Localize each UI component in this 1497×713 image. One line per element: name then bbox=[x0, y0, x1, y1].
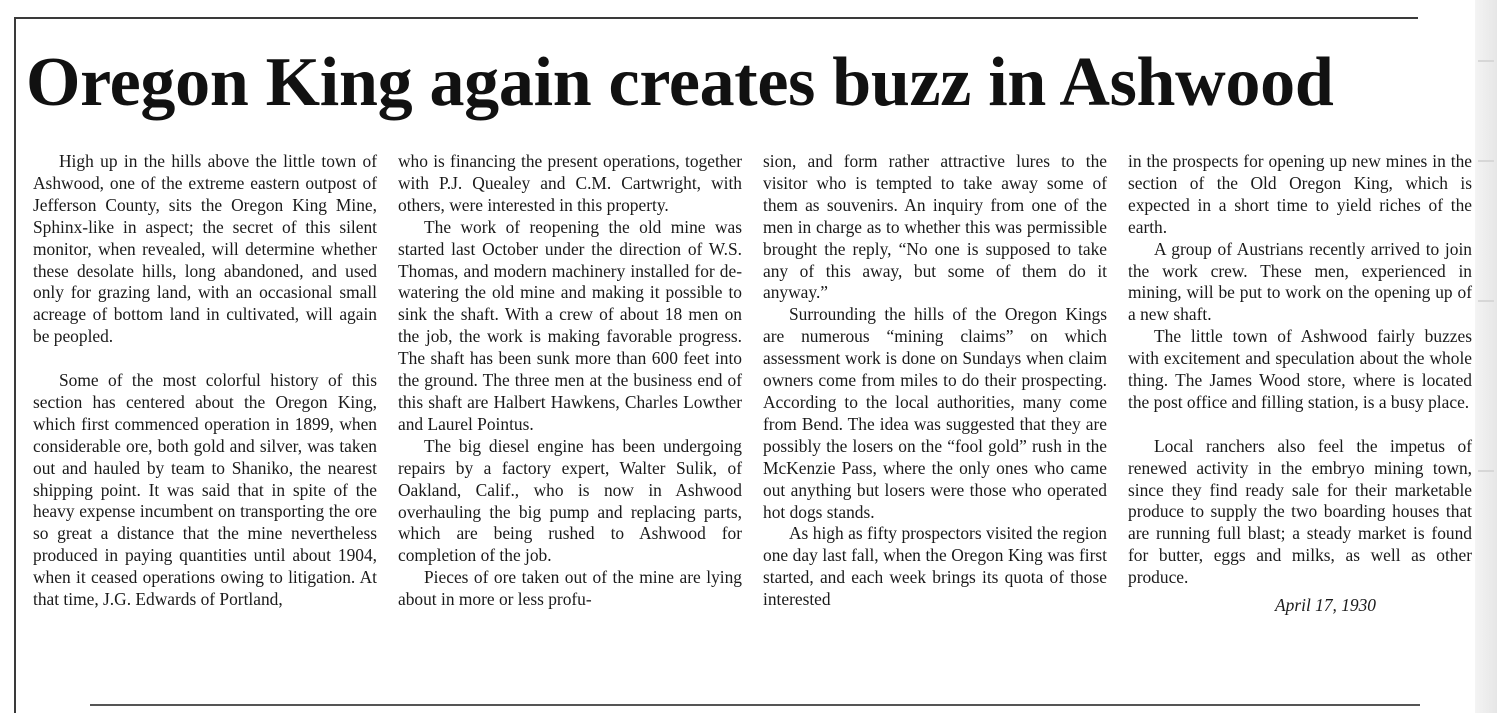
paragraph: A group of Austrians recently arrived to join the work crew. These men, experienced in mining, will be put to work on the opening up of a new shaft. bbox=[1128, 238, 1472, 325]
article-column-3 bbox=[763, 151, 1107, 611]
paragraph: who is financing the present operations, together with P.J. Quealey and C.M. Cartwright, with others, were interested in this property. bbox=[398, 151, 742, 215]
paragraph: sion, and form rather attractive lures to the visitor who is tempted to take away some of them as souvenirs. An inquiry from one of the men in charge as to whether this was permissible brought the reply, “No one is supposed to take any of this away, but some of them do it anyway.” bbox=[763, 151, 1107, 303]
adjacent-page-edge bbox=[1475, 0, 1497, 713]
article-column-4 bbox=[1128, 151, 1472, 617]
paragraph: High up in the hills above the little town of Ashwood, one of the extreme eastern outpost of Jefferson County, sits the Oregon King Mine, Sphinx-like in aspect; the secret of this silent monitor, when revealed, will determine whether these desolate hills, long abandoned, and used only for grazing land, with an occasional small acreage of bottom land in cultivated, will again be peopled. bbox=[33, 151, 377, 347]
bleed-through-line bbox=[1478, 470, 1494, 472]
paragraph: Some of the most colorful history of this section has centered about the Oregon King, which first commenced operation in 1899, when considerable ore, both gold and silver, was taken out and hauled by team to Shaniko, the nearest shipping point. It was said that in spite of the heavy expense incumbent on transporting the ore so great a distance that the mine nevertheless produced in paying quantities until about 1904, when it ceased operations owing to litigation. At that time, J.G. Edwards of Portland, bbox=[33, 370, 377, 610]
paragraph: The work of reopening the old mine was started last October under the direction of W.S. Thomas, and modern machinery installed for de-watering the old mine and making it possible to sink the shaft. With a crew of about 18 men on the job, the work is making favorable progress. The shaft has been sunk more than 600 feet into the ground. The three men at the business end of this shaft are Halbert Hawkens, Charles Lowther and Laurel Pointus. bbox=[398, 216, 742, 434]
paragraph: The big diesel engine has been undergoing repairs by a factory expert, Walter Sulik, of Oakland, Calif., who is now in Ashwood overhauling the big pump and replacing parts, which are being rushed to Ashwood for completion of the job. bbox=[398, 435, 742, 566]
article-column-1 bbox=[33, 151, 377, 611]
article-column-2 bbox=[398, 151, 742, 611]
paragraph: Surrounding the hills of the Oregon Kings are numerous “mining claims” on which assessment work is done on Sundays when claim owners come from miles to do their prospecting. According to the local authorities, many come from Bend. The idea was suggested that they are possibly the losers on the “fool gold” rush in the McKenzie Pass, where the only ones who came out anything but losers were those who operated hot dogs stands. bbox=[763, 304, 1107, 522]
paragraph: in the prospects for opening up new mines in the section of the Old Oregon King, which is expected in a short time to yield riches of the earth. bbox=[1128, 151, 1472, 237]
top-rule bbox=[16, 17, 1418, 19]
bleed-through-line bbox=[1478, 60, 1494, 62]
bottom-rule bbox=[90, 704, 1420, 706]
paragraph: The little town of Ashwood fairly buzzes with excitement and speculation about the whole thing. The James Wood store, where is located the post office and filling station, is a busy place. bbox=[1128, 326, 1472, 412]
article-headline: Oregon King again creates buzz in Ashwood bbox=[26, 44, 1334, 121]
bleed-through-line bbox=[1478, 160, 1494, 162]
bleed-through-line bbox=[1478, 300, 1494, 302]
left-rule bbox=[14, 17, 16, 713]
paragraph: Pieces of ore taken out of the mine are lying about in more or less profu- bbox=[398, 567, 742, 610]
paragraph: As high as fifty prospectors visited the region one day last fall, when the Oregon King was first started, and each week brings its quota of those interested bbox=[763, 523, 1107, 610]
article-dateline: April 17, 1930 bbox=[1275, 595, 1376, 616]
paragraph: Local ranchers also feel the impetus of renewed activity in the embryo mining town, since they find ready sale for their marketable produce to supply the two boarding houses that are running full blast; a steady market is found for butter, eggs and milks, as well as other produce. bbox=[1128, 435, 1472, 588]
